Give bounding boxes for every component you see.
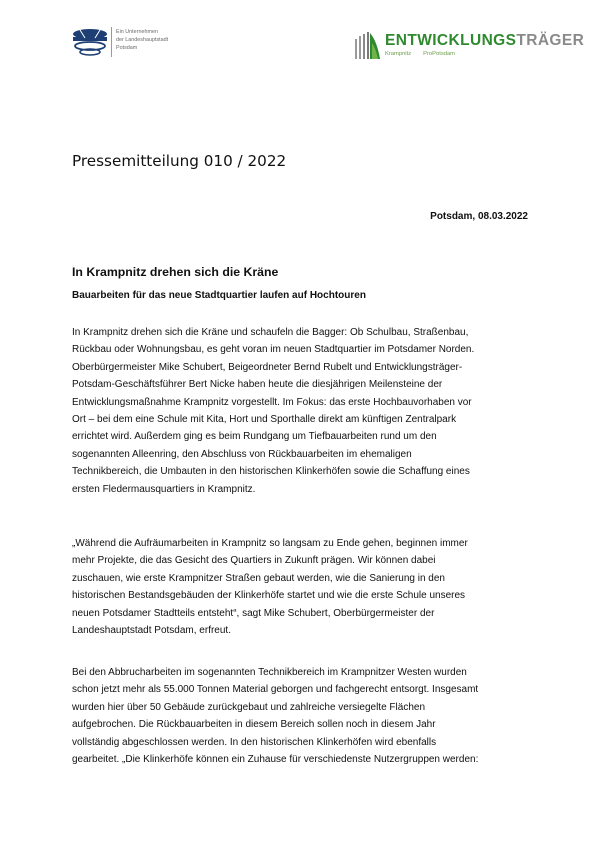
body-paragraph bbox=[72, 324, 532, 498]
brand-subline bbox=[385, 51, 467, 57]
body-paragraph bbox=[72, 535, 532, 639]
logo-line: Ein Unternehmen bbox=[116, 29, 158, 35]
text-line: errichtet wird. Außerdem ging es beim Rundgang um Tiefbauarbeiten rund um den bbox=[72, 431, 437, 443]
text-line: historischen Bestandsgebäuden der Klinkerhöfe startet und wie die erste Schule unseres bbox=[72, 590, 466, 602]
brand-part-2: TRÄGER bbox=[516, 32, 585, 49]
text-line: Oberbürgermeister Mike Schubert, Beigeordneter Bernd Rubelt und Entwicklungsträger- bbox=[72, 361, 463, 373]
headline: In Krampnitz drehen sich die Kräne bbox=[72, 265, 279, 279]
text-line: vollständig abgeschlossen werden. In den historischen Klinkerhöfen wird ebenfalls bbox=[72, 736, 437, 748]
brand-wordmark bbox=[385, 32, 584, 50]
text-line: Bei den Abbrucharbeiten im sogenannten Technikbereich im Krampnitzer Westen wurden bbox=[72, 667, 467, 678]
brand-sub-right: ProPotsdam bbox=[423, 51, 456, 57]
stadtwerke-emblem-icon bbox=[72, 26, 108, 58]
text-line: In Krampnitz drehen sich die Kräne und schaufeln die Bagger: Ob Schulbau, Straßenbau, bbox=[72, 327, 469, 338]
stadtwerke-logo bbox=[72, 26, 192, 60]
text-line: aufgebrochen. Die Rückbauarbeiten in diesem Bereich sollen noch in diesem Jahr bbox=[72, 719, 436, 731]
text-line: Potsdam-Geschäftsführer Bert Nicke haben heute die diesjährigen Meilensteine der bbox=[72, 379, 443, 391]
text-line: Entwicklungsmaßnahme Krampnitz vorgestellt. Im Fokus: das erste Hochbauvorhaben vor bbox=[72, 396, 472, 408]
place-date: Potsdam, 08.03.2022 bbox=[430, 211, 528, 222]
text-line: „Während die Aufräumarbeiten in Krampnitz so langsam zu Ende gehen, beginnen immer bbox=[72, 538, 468, 549]
body-paragraph bbox=[72, 664, 532, 768]
text-line: ersten Fledermausquartiers in Krampnitz. bbox=[72, 483, 256, 495]
text-line: sogenannten Alleenring, den Abschluss von Rückbauarbeiten im ehemaligen bbox=[72, 448, 412, 460]
entwicklungstraeger-emblem-icon bbox=[355, 31, 381, 61]
logo-divider bbox=[111, 27, 112, 57]
text-line: schon jetzt mehr als 55.000 Tonnen Material geborgen und fachgerecht entsorgt. Insgesamt bbox=[72, 684, 479, 696]
logo-line: der Landeshauptstadt bbox=[116, 37, 169, 43]
text-line: wurden hier über 50 Gebäude zurückgebaut und zahlreiche versiegelte Flächen bbox=[72, 701, 426, 713]
entwicklungstraeger-logo bbox=[355, 30, 585, 64]
press-release-title: Pressemitteilung 010 / 2022 bbox=[72, 152, 287, 170]
text-line: zuschauen, wie erste Krampnitzer Straßen gebaut werden, wie die Sanierung in den bbox=[72, 572, 445, 584]
subheadline: Bauarbeiten für das neue Stadtquartier laufen auf Hochtouren bbox=[72, 290, 366, 301]
text-line: Technikbereich, die Umbauten in den historischen Klinkerhöfen sowie die Schaffung eines bbox=[72, 466, 470, 478]
text-line: Ort – bei dem eine Schule mit Kita, Hort und Sporthalle direkt am künftigen Zentralpark bbox=[72, 413, 457, 425]
text-line: gearbeitet. „Die Klinkerhöfe können ein Zuhause für verschiedenste Nutzergruppen werden: bbox=[72, 753, 479, 765]
brand-part-1: ENTWICKLUNGS bbox=[385, 32, 517, 49]
text-line: Rückbau oder Wohnungsbau, es geht voran im neuen Stadtquartier im Potsdamer Norden. bbox=[72, 344, 475, 356]
text-line: Landeshauptstadt Potsdam, erfreut. bbox=[72, 624, 231, 636]
brand-sub-left: Krampnitz bbox=[385, 51, 412, 57]
logo-org-text bbox=[116, 28, 168, 52]
text-line: neuen Potsdamer Stadtteils entsteht“, sagt Mike Schubert, Oberbürgermeister der bbox=[72, 607, 435, 619]
text-line: mehr Projekte, die das Gesicht des Quartiers in Zukunft prägen. Wir können dabei bbox=[72, 555, 436, 567]
logo-line: Potsdam bbox=[116, 45, 138, 51]
